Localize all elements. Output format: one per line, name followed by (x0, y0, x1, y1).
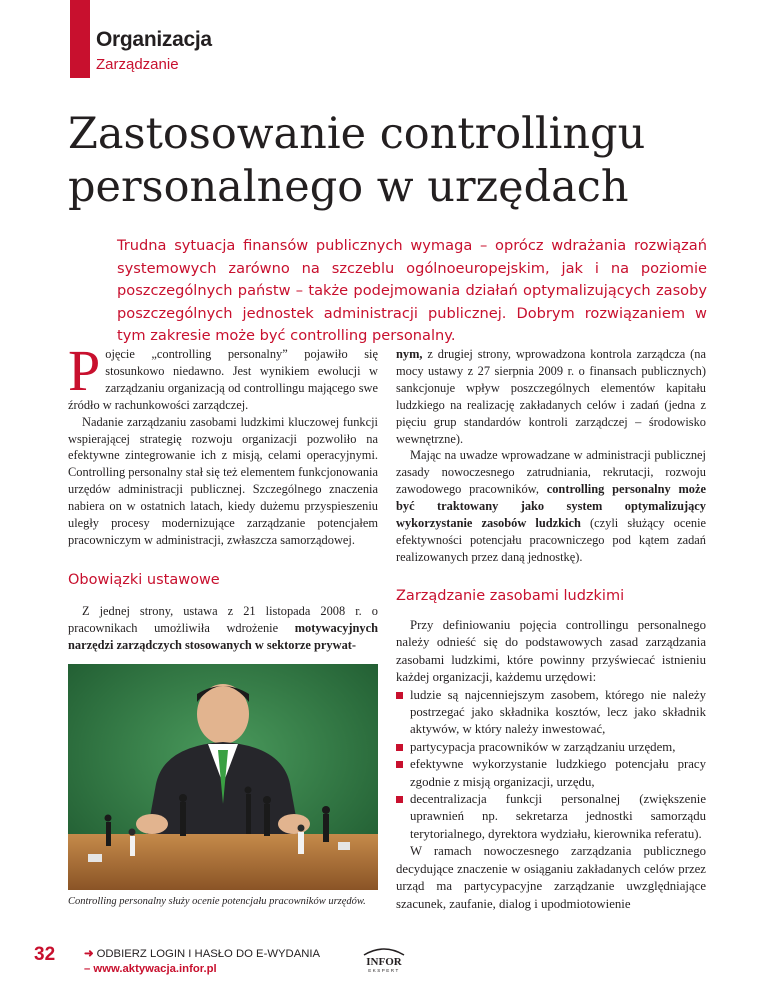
left-column-section (68, 603, 378, 654)
article-photo (68, 664, 378, 890)
right-column-top (396, 346, 706, 566)
paragraph-bold-text: motywacyjnych narzędzi zarządczych stosowanych w sektorze prywat- (68, 620, 378, 652)
article-lead: Trudna sytuacja finansów publicznych wymaga – oprócz wdrażania rozwiązań systemowych zarówno na szczeblu ogólnoeuropejskim, jak i na poziomie poszczególnych państw – także podejmowania działań optymalizujących zasoby poszczególnych jednostek administracji publicznej. Dobrym rozwiązaniem w tym zakresie może być controlling personalny. (117, 237, 707, 345)
section-color-tab (70, 0, 90, 78)
principles-list (396, 687, 706, 844)
promo-link[interactable]: – www.aktywacja.infor.pl (84, 963, 217, 975)
list-item: efektywne wykorzystanie ludzkiego potencjału pracy zgodnie z misją organizacji, urzędu, (396, 756, 706, 791)
logo-subtext: EKSPERT (368, 968, 400, 973)
list-item: decentralizacja funkcji personalnej (zwiększenie uprawnień np. sekretarza jednostki samorządu terytorialnego, dyrektora wydziału, kierownika referatu). (396, 791, 706, 843)
right-column-section (396, 617, 706, 913)
paragraph: ojęcie „controlling personalny” pojawiło się stosunkowo niedawno. Jest wynikiem ewolucji w zarządzaniu organizacją od controllingu mającego swe źródło w rachunkowości zarządczej. (68, 347, 378, 412)
paragraph: Nadanie zarządzaniu zasobami ludzkimi kluczowej funkcji wspierającej strategię rozwoju organizacji pozwoliło na efektywne zintegrowanie ich z misją, celami operacyjnymi. Controlling personalny stał się też elementem funkcjonowania urzędów administracji publicznej. Szczególnego znaczenia nabiera on w ostatnich latach, kiedy dużemu przyspieszeniu uległy procesy modernizujące zarządzanie potencjałem pracowniczym w administracji, zwłaszcza samorządowej. (68, 414, 378, 547)
photo-caption: Controlling personalny służy ocenie potencjału pracowników urzędów. (68, 896, 366, 907)
subheading-zarzadzanie: Zarządzanie zasobami ludzkimi (396, 588, 625, 604)
section-subtitle: Zarządzanie (96, 56, 179, 73)
page-number: 32 (34, 944, 56, 965)
list-item: ludzie są najcenniejszym zasobem, którego nie należy postrzegać jako składnika kosztów, lecz jako składnik aktywów, w który należy inwestować, (396, 687, 706, 739)
article-title: Zastosowanie controllingu personalnego w urzędach (68, 109, 646, 212)
paragraph: W ramach nowoczesnego zarządzania publicznego decydujące znaczenie w osiąganiu zakładanych celów przez urząd ma partycypacyjne zarządzanie uwzględniające szacunek, zaufanie, dialog i upodmiotowienie (396, 844, 706, 911)
paragraph (396, 447, 706, 565)
paragraph-text: Z jednej strony, ustawa z 21 listopada 2008 r. o pracownikach umożliwiła wdrożenie (68, 604, 378, 635)
logo-text: INFOR (366, 956, 402, 968)
business-meeting-illustration (68, 664, 378, 890)
left-column-intro (68, 338, 378, 549)
arrow-right-icon: ➜ (84, 948, 94, 960)
infor-logo (354, 946, 414, 974)
paragraph-bold-text: controlling personalny może być traktowany jako system optymalizujący wykorzystanie zasobów ludzkich (396, 482, 706, 531)
e-edition-promo[interactable] (84, 947, 320, 977)
paragraph-text: (czyli służący ocenie efektywności potencjału pracowniczego pod kątem zadań realizowanych przez daną jednostkę). (396, 516, 707, 564)
list-item: partycypacja pracowników w zarządzaniu urzędem, (396, 739, 706, 756)
subheading-obowiazki: Obowiązki ustawowe (68, 572, 220, 588)
paragraph (68, 603, 378, 654)
paragraph-text: z drugiej strony, wprowadzona kontrola zarządcza (na mocy ustawy z 27 sierpnia 2009 r. o finansach publicznych) sankcjonuje wpływ poszczególnych elementów kapitału ludzkiego na realizację zakładanych celów i zadań (jedna z pięciu grup standardów kontroli zarządczej – środowisko wewnętrzne). (396, 347, 706, 446)
drop-cap: P (68, 338, 101, 403)
section-title: Organizacja (96, 28, 212, 51)
paragraph (396, 346, 706, 447)
paragraph-bold-text: nym, (396, 347, 423, 361)
promo-text: ODBIERZ LOGIN I HASŁO DO E-WYDANIA (96, 948, 321, 960)
paragraph: Przy definiowaniu pojęcia controllingu personalnego należy odnieść się do podstawowych zasad zarządzania zasobami ludzkimi, które powinny przyświecać istnieniu każdej organizacji, każdemu urzędowi: (396, 618, 706, 685)
paragraph-text: Mając na uwadze wprowadzane w administracji publicznej zasady nowoczesnego zatrudniania, rekrutacji, rozwoju zawodowego pracowników, (396, 448, 706, 497)
